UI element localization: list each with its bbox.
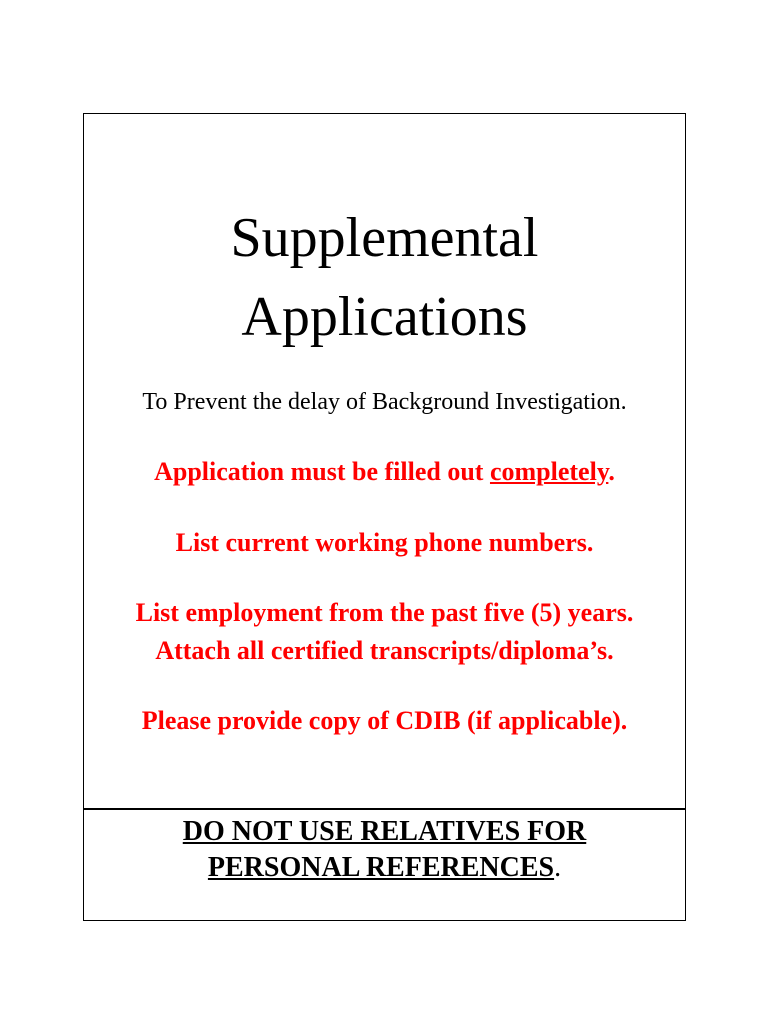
subtitle: To Prevent the delay of Background Investigation.: [142, 389, 627, 415]
instruction-complete-emphasis: completely: [489, 457, 609, 486]
warning-line-1: DO NOT USE RELATIVES FOR: [182, 816, 587, 847]
instruction-complete: [84, 453, 685, 491]
instruction-complete-suffix: .: [608, 457, 615, 486]
warning-line-2-suffix: .: [554, 852, 562, 883]
instruction-employment: List employment from the past five (5) years.: [135, 598, 634, 627]
instruction-complete-prefix: Application must be filled out: [154, 457, 490, 486]
title-line-2: Applications: [241, 286, 528, 348]
instruction-phone: List current working phone numbers.: [175, 528, 594, 557]
section-divider: [84, 808, 685, 810]
warning-block: [84, 814, 685, 886]
warning-line-2-wrap: [84, 850, 685, 886]
warning-line-2: PERSONAL REFERENCES: [207, 852, 555, 883]
page-title: [84, 199, 685, 357]
instruction-cdib: Please provide copy of CDIB (if applicable).: [141, 706, 628, 735]
notice-box: [83, 113, 686, 921]
instruction-transcripts: Attach all certified transcripts/diploma’s.: [155, 636, 614, 665]
title-line-1: Supplemental: [230, 207, 539, 269]
